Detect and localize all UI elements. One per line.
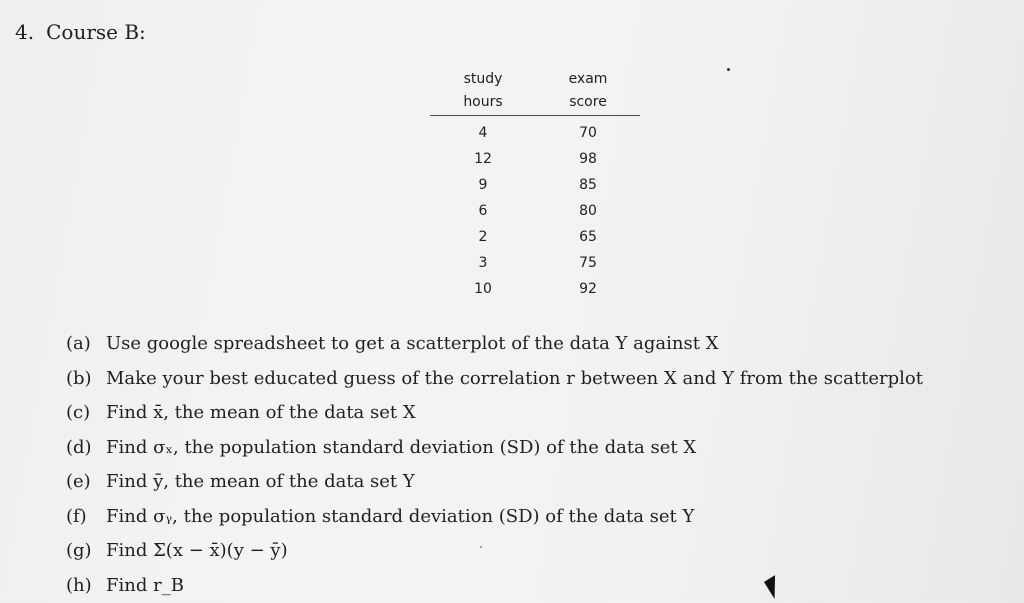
question-letter: (a) xyxy=(66,327,106,362)
problem-title: Course B: xyxy=(46,20,146,44)
table-row xyxy=(430,172,640,198)
question-text: Find ȳ, the mean of the data set Y xyxy=(106,465,415,500)
table-body xyxy=(430,116,640,302)
question-letter: (b) xyxy=(66,362,106,397)
question-list xyxy=(66,327,923,603)
table-row xyxy=(430,146,640,172)
question-item-d xyxy=(66,431,923,466)
question-letter: (g) xyxy=(66,534,106,569)
question-letter: (d) xyxy=(66,431,106,466)
speck-mark xyxy=(727,68,730,71)
question-item-f xyxy=(66,500,923,535)
exam-score-cell: 85 xyxy=(536,172,640,198)
study-hours-cell: 4 xyxy=(430,120,536,146)
study-hours-cell: 3 xyxy=(430,250,536,276)
question-letter: (h) xyxy=(66,569,106,603)
study-hours-cell: 12 xyxy=(430,146,536,172)
question-item-b xyxy=(66,362,923,397)
study-hours-cell: 2 xyxy=(430,224,536,250)
speck-mark xyxy=(480,546,482,548)
question-item-g xyxy=(66,534,923,569)
exam-score-cell: 65 xyxy=(536,224,640,250)
question-text: Make your best educated guess of the correlation r between X and Y from the scatterplot xyxy=(106,362,923,397)
question-item-c xyxy=(66,396,923,431)
question-letter: (e) xyxy=(66,465,106,500)
table-header xyxy=(430,68,640,116)
question-item-a xyxy=(66,327,923,362)
table-row xyxy=(430,224,640,250)
table-row xyxy=(430,276,640,302)
question-text: Find Σ(x − x̄)(y − ȳ) xyxy=(106,534,288,569)
exam-score-cell: 92 xyxy=(536,276,640,302)
study-hours-cell: 9 xyxy=(430,172,536,198)
exam-score-cell: 98 xyxy=(536,146,640,172)
question-letter: (c) xyxy=(66,396,106,431)
header-exam-score: exam score xyxy=(536,68,640,115)
table-row xyxy=(430,120,640,146)
study-hours-cell: 10 xyxy=(430,276,536,302)
question-letter: (f) xyxy=(66,500,106,535)
question-text: Find σₓ, the population standard deviation (SD) of the data set X xyxy=(106,431,696,466)
exam-score-cell: 70 xyxy=(536,120,640,146)
exam-score-cell: 80 xyxy=(536,198,640,224)
study-hours-cell: 6 xyxy=(430,198,536,224)
question-text: Find σᵧ, the population standard deviation (SD) of the data set Y xyxy=(106,500,694,535)
table-row xyxy=(430,198,640,224)
question-text: Find r_B xyxy=(106,569,184,603)
question-item-e xyxy=(66,465,923,500)
problem-number: 4. xyxy=(15,20,34,44)
question-text: Use google spreadsheet to get a scatterplot of the data Y against X xyxy=(106,327,719,362)
data-table xyxy=(430,68,640,302)
problem-heading xyxy=(15,18,146,46)
table-row xyxy=(430,250,640,276)
exam-score-cell: 75 xyxy=(536,250,640,276)
header-study-hours: study hours xyxy=(430,68,536,115)
question-item-h xyxy=(66,569,923,603)
question-text: Find x̄, the mean of the data set X xyxy=(106,396,416,431)
